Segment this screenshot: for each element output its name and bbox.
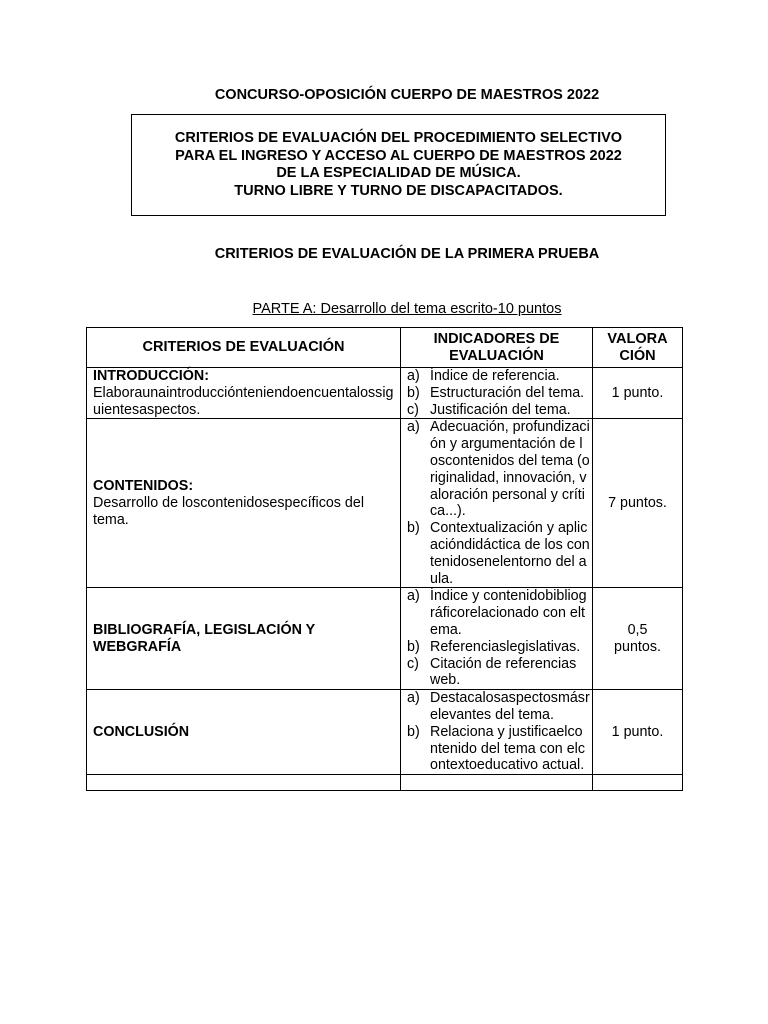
parte-heading	[0, 301, 768, 317]
evaluation-table	[86, 327, 683, 791]
box-line-3: DE LA ESPECIALIDAD DE MÚSICA.	[276, 165, 521, 181]
table-header-row	[87, 328, 683, 368]
empty-cell	[401, 775, 593, 791]
indicator-mark: a)	[407, 419, 420, 436]
indicator-mark: a)	[407, 690, 420, 707]
indicator-item	[401, 368, 592, 385]
indicator-mark: b)	[407, 520, 420, 537]
indicator-text: Justificación del tema.	[430, 401, 571, 418]
indicator-text: Adecuación, profundización y argumentación de loscontenidos del tema (originalidad, innovación, valoración personal y crítica...).	[430, 419, 590, 520]
table-row	[87, 690, 683, 775]
criterion-desc: Elaboraunaintroducciónteniendoencuentalossiguientesaspectos.	[93, 384, 394, 418]
value-line2: puntos.	[614, 638, 661, 655]
indicator-text: Índice de referencia.	[430, 368, 560, 384]
criterion-title: CONCLUSIÓN	[93, 723, 190, 740]
indicator-mark: c)	[407, 655, 419, 672]
value-line1: 0,5	[627, 621, 648, 638]
indicator-mark: a)	[407, 368, 420, 384]
indicators-cell	[401, 690, 593, 775]
empty-cell	[593, 775, 683, 791]
header-indicadores	[401, 328, 593, 368]
criterion-desc: Desarrollo de loscontenidosespecíficos del tema.	[93, 494, 364, 528]
header-valoracion-line2: CIÓN	[619, 347, 656, 364]
parte-label: PARTE A: Desarrollo del tema escrito-10 puntos	[252, 301, 562, 317]
value-cell: 1 punto.	[593, 368, 683, 419]
indicators-cell	[401, 368, 593, 419]
table-row	[87, 368, 683, 419]
box-line-1: CRITERIOS DE EVALUACIÓN DEL PROCEDIMIENTO SELECTIVO	[174, 130, 623, 146]
indicator-text: Relaciona y justificaelcontenido del tema con elcontextoeducativo actual.	[430, 723, 585, 774]
indicator-mark: c)	[407, 401, 419, 418]
criteria-title-box	[131, 114, 666, 216]
indicator-mark: b)	[407, 384, 420, 401]
indicator-item	[401, 402, 592, 419]
header-valoracion-line1: VALORA	[607, 330, 668, 347]
criterion-cell	[87, 419, 401, 588]
indicator-text: Destacalosaspectosmásrelevantes del tema.	[430, 690, 590, 723]
criterion-cell	[87, 368, 401, 419]
indicator-mark: b)	[407, 638, 420, 655]
indicator-text: Contextualización y aplicacióndidáctica de los contenidosenelentorno del aula.	[430, 520, 590, 587]
indicator-item	[401, 520, 592, 587]
indicator-mark: b)	[407, 723, 420, 740]
box-line-4: TURNO LIBRE Y TURNO DE DISCAPACITADOS.	[234, 182, 563, 199]
document-title: CONCURSO-OPOSICIÓN CUERPO DE MAESTROS 2022	[214, 87, 600, 103]
value-cell	[593, 588, 683, 690]
indicator-item	[401, 690, 592, 724]
indicator-item	[401, 588, 592, 638]
section-title: CRITERIOS DE EVALUACIÓN DE LA PRIMERA PRUEBA	[214, 246, 600, 262]
indicator-item	[401, 419, 592, 520]
header-criterios: CRITERIOS DE EVALUACIÓN	[87, 328, 401, 368]
header-indicadores-line2: EVALUACIÓN	[449, 347, 544, 364]
header-valoracion	[593, 328, 683, 368]
header-indicadores-line1: INDICADORES DE	[433, 330, 560, 347]
criterion-title: BIBLIOGRAFÍA, LEGISLACIÓN Y WEBGRAFÍA	[93, 621, 315, 655]
criterion-title: INTRODUCCIÓN:	[93, 368, 209, 384]
empty-cell	[87, 775, 401, 791]
indicator-item	[401, 385, 592, 402]
indicator-item	[401, 639, 592, 656]
indicator-text: Índice y contenidobibliográficorelacionado con eltema.	[430, 588, 587, 638]
indicator-mark: a)	[407, 588, 420, 605]
indicator-text: Estructuración del tema.	[430, 384, 585, 401]
criterion-title: CONTENIDOS:	[93, 478, 194, 495]
indicator-item	[401, 656, 592, 690]
criterion-cell	[87, 588, 401, 690]
table-row	[87, 588, 683, 690]
criterion-cell	[87, 690, 401, 775]
indicators-cell	[401, 419, 593, 588]
value-cell: 1 punto.	[593, 690, 683, 775]
table-row	[87, 419, 683, 588]
empty-row	[87, 775, 683, 791]
indicators-cell	[401, 588, 593, 690]
indicator-text: Referenciaslegislativas.	[430, 638, 581, 655]
indicator-item	[401, 724, 592, 774]
indicator-text: Citación de referencias web.	[430, 655, 577, 689]
box-line-2: PARA EL INGRESO Y ACCESO AL CUERPO DE MAESTROS 2022	[175, 147, 622, 164]
value-cell: 7 puntos.	[593, 419, 683, 588]
